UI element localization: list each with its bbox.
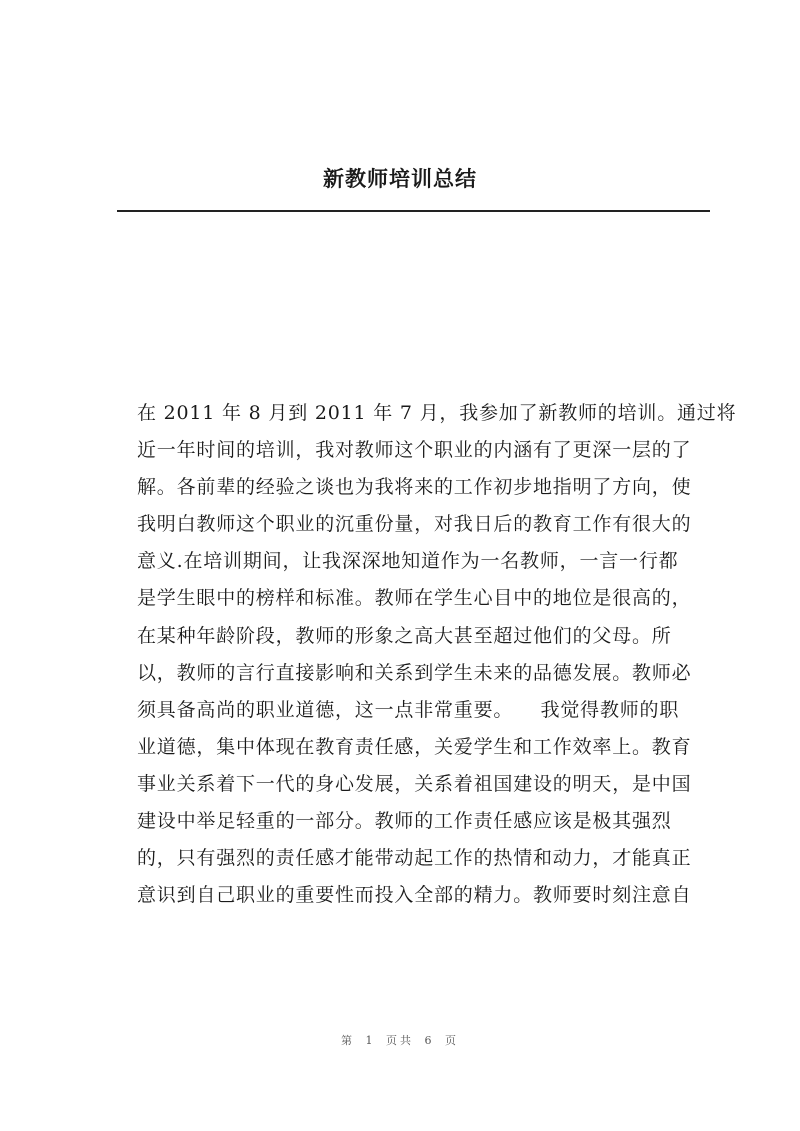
body-line: 事业关系着下一代的身心发展，关系着祖国建设的明天，是中国 bbox=[137, 772, 692, 795]
page-number-footer: 第 1 页共 6 页 bbox=[341, 1034, 459, 1047]
body-line: 的，只有强烈的责任感才能带动起工作的热情和动力，才能真正 bbox=[137, 847, 692, 870]
title-underline bbox=[117, 210, 710, 212]
body-line: 解。各前辈的经验之谈也为我将来的工作初步地指明了方向，使 bbox=[137, 476, 692, 499]
body-line: 意识到自己职业的重要性而投入全部的精力。教师要时刻注意自 bbox=[137, 884, 692, 907]
body-line: 我明白教师这个职业的沉重份量，对我日后的教育工作有很大的 bbox=[137, 513, 692, 536]
body-line: 在 2011 年 8 月到 2011 年 7 月，我参加了新教师的培训。通过将 bbox=[137, 402, 737, 424]
body-line: 业道德，集中体现在教育责任感，关爱学生和工作效率上。教育 bbox=[137, 735, 692, 758]
document-title: 新教师培训总结 bbox=[323, 166, 477, 191]
body-line: 建设中举足轻重的一部分。教师的工作责任感应该是极其强烈 bbox=[137, 810, 672, 833]
body-line: 是学生眼中的榜样和标准。教师在学生心目中的地位是很高的， bbox=[137, 587, 692, 610]
body-line: 在某种年龄阶段，教师的形象之高大甚至超过他们的父母。所 bbox=[137, 624, 672, 647]
document-body bbox=[137, 395, 737, 914]
body-line: 近一年时间的培训，我对教师这个职业的内涵有了更深一层的了 bbox=[137, 439, 692, 462]
body-line: 意义.在培训期间，让我深深地知道作为一名教师，一言一行都 bbox=[137, 550, 679, 573]
body-line: 须具备高尚的职业道德，这一点非常重要。 我觉得教师的职 bbox=[137, 698, 680, 721]
body-line: 以，教师的言行直接影响和关系到学生未来的品德发展。教师必 bbox=[137, 661, 692, 684]
